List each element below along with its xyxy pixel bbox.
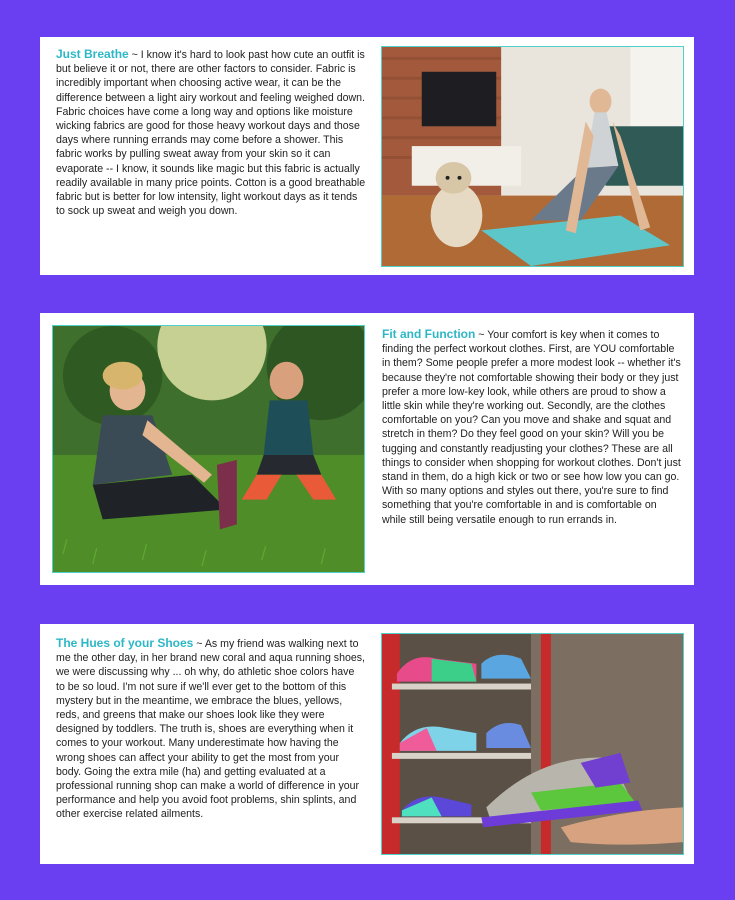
section-heading: The Hues of your Shoes xyxy=(56,636,194,650)
section-just-breathe xyxy=(40,37,694,275)
couple-stretching-photo xyxy=(52,325,365,573)
section-text xyxy=(56,636,366,822)
woman-yoga-with-dog-photo xyxy=(381,46,684,267)
section-body: ~ As my friend was walking next to me the other day, in her brand new coral and aqua running shoes, we were discussing why ... oh why, do athletic shoe colors have to be so loud. I'm not sure if we'll ever get to the bottom of this mystery but in the meantime, we embrace the blues, yellows, reds, and greens that make our shoes look like they were designed by toddlers. The truth is, shoes are everything when it comes to your workout. Many underestimate how having the wrong shoes can affect your ability to get the most from your body. Going the extra mile (ha) and getting evaluated at a professional running shop can make a world of difference in your performance and help you avoid foot problems, shin splints, and other exercise related ailments. xyxy=(56,638,365,821)
section-heading: Fit and Function xyxy=(382,327,476,341)
section-body: ~ Your comfort is key when it comes to finding the perfect workout clothes. First, are YOU comfortable in them? Some people prefer a more modest look -- whether it's because they're not comfortable showing their body or they just prefer a more low-key look, while others are proud to show a little skin while they're working out. Secondly, are the clothes comfortable on you? Can you move and shake and squat and stretch in them? Do they feel good on your skin? Will you be tugging and constantly readjusting your clothes? These are all things to consider when shopping for workout clothes. Don't just stand in them, do a high kick or two or see how low you can go. With so many options and styles out there, you're sure to find something that you're comfortable in and is comfortable on while still being versatile enough to run errands in. xyxy=(382,329,681,526)
section-text xyxy=(382,327,682,527)
section-text xyxy=(56,47,366,218)
section-hues-of-your-shoes xyxy=(40,624,694,864)
section-heading: Just Breathe xyxy=(56,47,129,61)
section-fit-and-function xyxy=(40,313,694,585)
sneaker-store-photo xyxy=(381,633,684,855)
section-body: ~ I know it's hard to look past how cute an outfit is but believe it or not, there are other factors to consider. Fabric is incredibly important when choosing active wear, it can be the difference between a light airy workout and feeling weighed down. Fabric choices have come a long way and options like moisture wicking fabrics are good for those heavy workout days and those days where running errands may come before a shower. This fabric works by pulling sweat away from your skin so it can evaporate -- I know, it sounds like magic but this fabric is actually readily available in many price points. Cotton is a good breathable fabric but is better for low intensity, light workout days as it tends to sock up sweat and weigh you down. xyxy=(56,49,366,218)
